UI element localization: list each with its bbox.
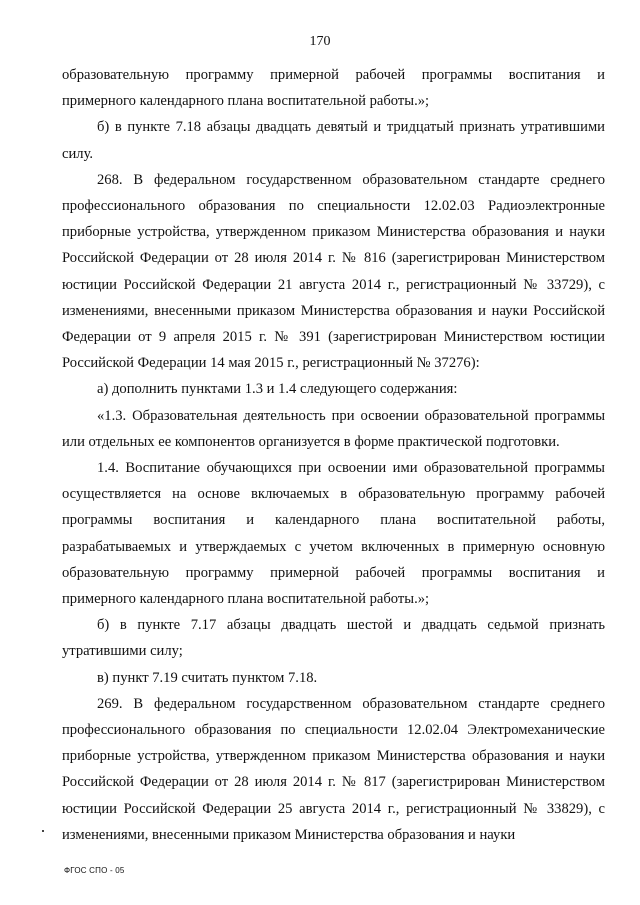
document-body: [62, 62, 605, 848]
paragraph-item-a: а) дополнить пунктами 1.3 и 1.4 следующего содержания:: [97, 381, 458, 398]
page-number: 170: [309, 34, 331, 49]
scan-speck: [42, 830, 44, 832]
paragraph-item-v: в) пункт 7.19 считать пунктом 7.18.: [97, 669, 318, 686]
paragraph-item-b-7-18: б) в пункте 7.18 абзацы двадцать девятый и тридцатый признать утратившими силу.: [62, 119, 605, 162]
paragraph-1-3: «1.3. Образовательная деятельность при освоении образовательной программы или отдельных ее компонентов организуется в форме практической подготовки.: [62, 407, 605, 450]
footer-code: ФГОС СПО - 05: [64, 866, 125, 875]
paragraph-continuation: образовательную программу примерной рабочей программы воспитания и примерного календарного плана воспитательной работы.»;: [62, 67, 605, 110]
paragraph-item-b-7-17: б) в пункте 7.17 абзацы двадцать шестой и двадцать седьмой признать утратившими силу;: [62, 617, 605, 660]
paragraph-269: 269. В федеральном государственном образовательном стандарте среднего профессионального образования по специальности 12.02.04 Электромеханические приборные устройства, утвержденном приказом Министерства образования и науки Российской Федерации от 28 июля 2014 г. № 817 (зарегистрирован Министерством юстиции Российской Федерации 25 августа 2014 г., регистрационный № 33829), с изменениями, внесенными приказом Министерства образования и науки: [62, 695, 605, 843]
paragraph-1-4: 1.4. Воспитание обучающихся при освоении ими образовательной программы осуществляется на основе включаемых в образовательную программу рабочей программы воспитания и календарного плана воспитательной работы, разрабатываемых и утверждаемых с учетом включенных в примерную основную образовательную программу примерной рабочей программы воспитания и примерного календарного плана воспитательной работы.»;: [62, 460, 605, 608]
paragraph-268: 268. В федеральном государственном образовательном стандарте среднего профессионального образования по специальности 12.02.03 Радиоэлектронные приборные устройства, утвержденном приказом Министерства образования и науки Российской Федерации от 28 июля 2014 г. № 816 (зарегистрирован Министерством юстиции Российской Федерации 21 августа 2014 г., регистрационный № 33729), с изменениями, внесенными приказом Министерства образования и науки Российской Федерации от 9 апреля 2015 г. № 391 (зарегистрирован Министерством юстиции Российской Федерации 14 мая 2015 г., регистрационный № 37276):: [62, 171, 605, 372]
